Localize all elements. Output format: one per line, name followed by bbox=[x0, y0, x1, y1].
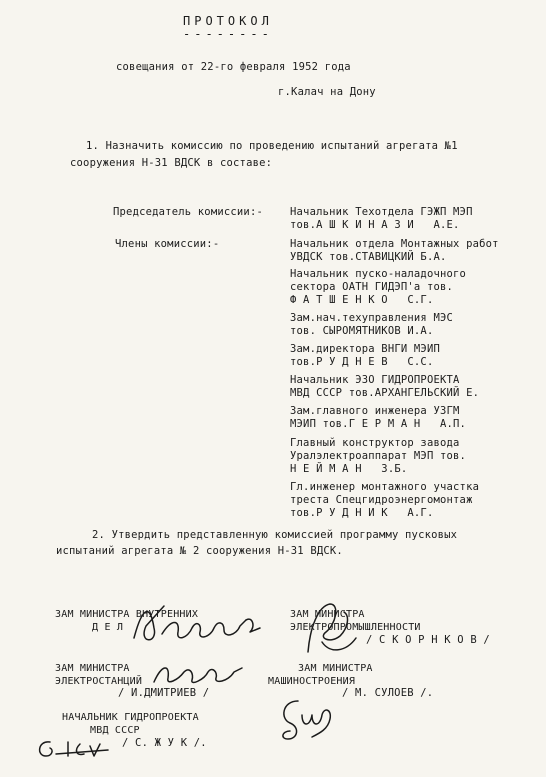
signature-scribble-5 bbox=[34, 734, 120, 764]
chair-label: Председатель комиссии:- bbox=[113, 206, 263, 218]
signature-scribble-4 bbox=[276, 693, 340, 747]
member-line: сектора ОАТН ГИДЭП'а тов. bbox=[290, 281, 454, 293]
chair-line2: тов.А Ш К И Н А З И А.Е. bbox=[290, 219, 460, 231]
title-underline: -------- bbox=[183, 27, 273, 41]
sig2-title-line1: ЗАМ МИНИСТРА bbox=[290, 609, 365, 620]
member-line: Гл.инженер монтажного участка bbox=[290, 481, 480, 493]
member-line: Уралэлектроаппарат МЭП тов. bbox=[290, 450, 467, 462]
sig3-name: / И.ДМИТРИЕВ / bbox=[118, 687, 210, 699]
member-line: Начальник ЭЗО ГИДРОПРОЕКТА bbox=[290, 374, 460, 386]
member-line: МЭИП тов.Г Е Р М А Н А.П. bbox=[290, 418, 467, 430]
signature-scribble-3 bbox=[150, 660, 250, 690]
member-line: Н Е Й М А Н З.Б. bbox=[290, 463, 408, 475]
sig1-title-line1: ЗАМ МИНИСТРА ВНУТРЕННИХ bbox=[55, 609, 199, 620]
sig2-name: / С К О Р Н К О В / bbox=[366, 634, 490, 646]
meeting-date: совещания от 22-го февраля 1952 года bbox=[116, 61, 351, 73]
sig4-title-line1: ЗАМ МИНИСТРА bbox=[298, 663, 373, 674]
signature-scribble-1 bbox=[128, 598, 276, 654]
member-line: тов.Р У Д Н И К А.Г. bbox=[290, 507, 434, 519]
sig5-title-line1: НАЧАЛЬНИК ГИДРОПРОЕКТА bbox=[62, 712, 199, 723]
sig5-name: / С. Ж У К /. bbox=[122, 737, 207, 749]
item1-line2: сооружения Н-31 ВДСК в составе: bbox=[70, 157, 273, 169]
item2-line2: испытаний агрегата № 2 сооружения Н-31 ВДСК. bbox=[56, 545, 343, 557]
item2-line1: 2. Утвердить представленную комиссией программу пусковых bbox=[92, 529, 458, 541]
member-line: Зам.главного инженера УЗГМ bbox=[290, 405, 460, 417]
sig2-title-line2: ЭЛЕКТРОПРОМЫШЛЕННОСТИ bbox=[290, 622, 421, 633]
chair-line1: Начальник Техотдела ГЭЖП МЭП bbox=[290, 206, 473, 218]
item1-line1: 1. Назначить комиссию по проведению испытаний агрегата №1 bbox=[86, 140, 458, 152]
sig4-title-line2: МАШИНОСТРОЕНИЯ bbox=[268, 676, 356, 687]
member-line: Начальник пуско-наладочного bbox=[290, 268, 467, 280]
member-line: Ф А Т Ш Е Н К О С.Г. bbox=[290, 294, 434, 306]
sig5-title-line2: МВД СССР bbox=[90, 725, 140, 736]
member-line: тов.Р У Д Н Е В С.С. bbox=[290, 356, 434, 368]
sig1-title-line2: Д Е Л bbox=[92, 622, 124, 633]
signature-scribble-2 bbox=[300, 598, 366, 662]
meeting-place: г.Калач на Дону bbox=[278, 86, 376, 98]
member-line: тов. СЫРОМЯТНИКОВ И.А. bbox=[290, 325, 434, 337]
member-line: Начальник отдела Монтажных работ bbox=[290, 238, 499, 250]
sig3-title-line2: ЭЛЕКТРОСТАНЦИЙ bbox=[55, 676, 143, 687]
member-line: Главный конструктор завода bbox=[290, 437, 460, 449]
member-line: УВДСК тов.СТАВИЦКИЙ Б.А. bbox=[290, 251, 447, 263]
member-line: МВД СССР тов.АРХАНГЕЛЬСКИЙ Е. bbox=[290, 387, 480, 399]
sig3-title-line1: ЗАМ МИНИСТРА bbox=[55, 663, 130, 674]
member-line: Зам.директора ВНГИ МЭИП bbox=[290, 343, 440, 355]
member-line: треста Спецгидроэнергомонтаж bbox=[290, 494, 473, 506]
document-title: ПРОТОКОЛ bbox=[183, 14, 273, 28]
members-label: Члены комиссии:- bbox=[115, 238, 220, 250]
sig4-name: / М. СУЛОЕВ /. bbox=[342, 687, 434, 699]
member-line: Зам.нач.техуправления МЭС bbox=[290, 312, 454, 324]
